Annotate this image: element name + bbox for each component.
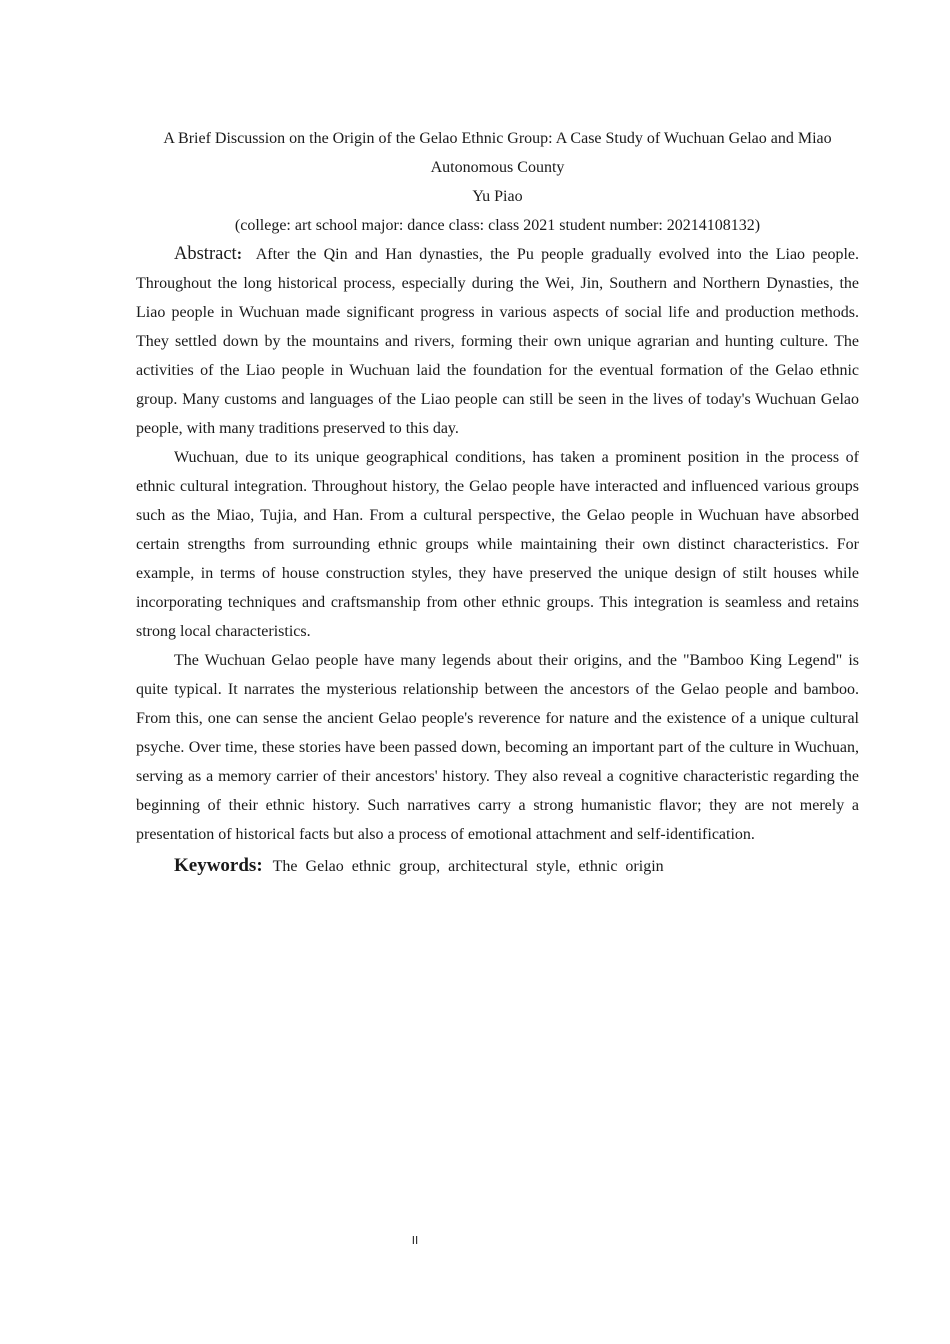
document-page bbox=[136, 124, 859, 881]
author-name: Yu Piao bbox=[472, 188, 523, 205]
keywords-text: The Gelao ethnic group, architectural style, ethnic origin bbox=[272, 858, 664, 875]
abstract-paragraph-2: Wuchuan, due to its unique geographical conditions, has taken a prominent position in the process of ethnic cultural integration. Throughout history, the Gelao people have interacted and influenced various groups such as the Miao, Tujia, and Han. From a cultural perspective, the Gelao people in Wuchuan have absorbed certain strengths from surrounding ethnic groups while maintaining their own distinct characteristics. For example, in terms of house construction styles, they have preserved the unique design of stilt houses while incorporating techniques and craftsmanship from other ethnic groups. This integration is seamless and retains strong local characteristics. bbox=[136, 449, 859, 640]
abstract-text-1: After the Qin and Han dynasties, the Pu people gradually evolved into the Liao people. Throughout the long historical process, especially during the Wei, Jin, Southern and Northern Dynasties, the Liao people in Wuchuan made significant progress in various aspects of social life and production methods. They settled down by the mountains and rivers, forming their own unique agrarian and hunting culture. The activities of the Liao people in Wuchuan laid the foundation for the eventual formation of the Gelao ethnic group. Many customs and languages of the Liao people can still be seen in the lives of today's Wuchuan Gelao people, with many traditions preserved to this day. bbox=[136, 246, 859, 437]
abstract-colon: : bbox=[236, 246, 243, 263]
title-line-2: Autonomous County bbox=[430, 159, 565, 176]
abstract-paragraph-1 bbox=[136, 240, 859, 443]
keywords-label: Keywords: bbox=[174, 855, 263, 876]
abstract-label: Abstract bbox=[174, 244, 237, 264]
keywords-line bbox=[136, 851, 859, 881]
title-line-1: A Brief Discussion on the Origin of the Gelao Ethnic Group: A Case Study of Wuchuan Gelao and Miao bbox=[163, 130, 832, 147]
author-affiliation: (college: art school major: dance class: class 2021 student number: 20214108132) bbox=[234, 217, 761, 234]
abstract-paragraph-3: The Wuchuan Gelao people have many legends about their origins, and the "Bamboo King Legend" is quite typical. It narrates the mysterious relationship between the ancestors of the Gelao people and bamboo. From this, one can sense the ancient Gelao people's reverence for nature and the existence of a unique cultural psyche. Over time, these stories have been passed down, becoming an important part of the culture in Wuchuan, serving as a memory carrier of their ancestors' history. They also reveal a cognitive characteristic regarding the beginning of their ethnic history. Such narratives carry a strong humanistic flavor; they are not merely a presentation of historical facts but also a process of emotional attachment and self-identification. bbox=[136, 652, 859, 843]
page-number: II bbox=[411, 1234, 419, 1247]
